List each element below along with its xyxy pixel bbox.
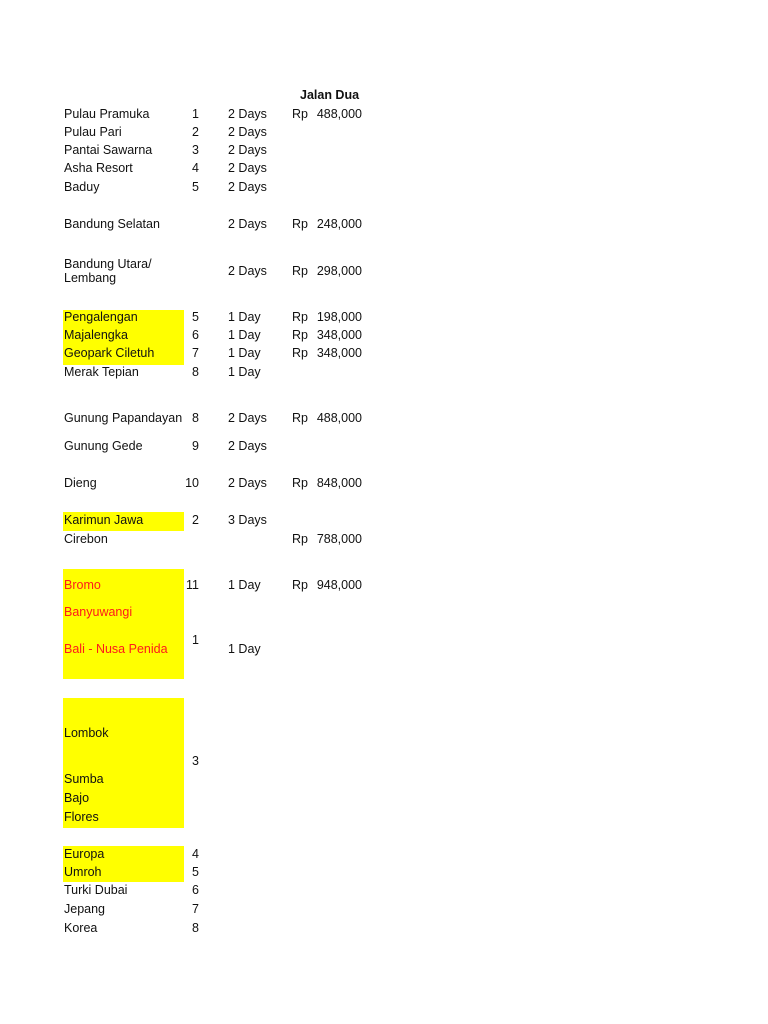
destination-name: Baduy	[64, 180, 100, 194]
row-number: 6	[192, 328, 199, 342]
destination-name: Majalengka	[64, 328, 128, 342]
destination-name: Merak Tepian	[64, 365, 139, 379]
duration: 1 Day	[228, 578, 261, 592]
destination-name: Bajo	[64, 791, 90, 805]
price-value: 488,000	[316, 411, 362, 425]
destination-name: Sumba	[64, 772, 104, 786]
row-number: 5	[192, 180, 199, 194]
destination-name: Bandung Utara/	[64, 257, 152, 271]
row-number: 11	[186, 578, 199, 592]
duration: 1 Day	[228, 310, 261, 324]
row-number: 8	[192, 365, 199, 379]
price-value: 948,000	[316, 578, 362, 592]
price-value: 348,000	[316, 328, 362, 342]
row-number: 1	[192, 107, 199, 121]
destination-name: Gunung Papandayan	[64, 411, 183, 425]
price-value: 348,000	[316, 346, 362, 360]
duration: 2 Days	[228, 217, 267, 231]
duration: 2 Days	[228, 264, 267, 278]
destination-name: Pulau Pramuka	[64, 107, 150, 121]
duration: 2 Days	[228, 107, 267, 121]
destination-name: Lembang	[64, 271, 117, 285]
duration: 2 Days	[228, 180, 267, 194]
destination-name: Pulau Pari	[64, 125, 122, 139]
row-number: 3	[192, 143, 199, 157]
column-header: Jalan Dua	[300, 88, 360, 102]
destination-name: Bromo	[64, 578, 101, 592]
currency-label: Rp	[292, 346, 308, 360]
destination-name: Asha Resort	[64, 161, 133, 175]
price-value: 248,000	[316, 217, 362, 231]
price-value: 198,000	[316, 310, 362, 324]
currency-label: Rp	[292, 328, 308, 342]
row-number: 4	[192, 161, 199, 175]
row-number: 8	[192, 411, 199, 425]
duration: 1 Day	[228, 365, 261, 379]
row-number: 5	[192, 865, 199, 879]
destination-name: Banyuwangi	[64, 605, 133, 619]
row-number: 4	[192, 847, 199, 861]
destination-name: Flores	[64, 810, 99, 824]
price-value: 788,000	[316, 532, 362, 546]
duration: 2 Days	[228, 411, 267, 425]
duration: 2 Days	[228, 161, 267, 175]
row-number: 6	[192, 883, 199, 897]
destination-name: Dieng	[64, 476, 97, 490]
duration: 1 Day	[228, 642, 261, 656]
row-number: 2	[192, 513, 199, 527]
duration: 2 Days	[228, 125, 267, 139]
destination-name: Bandung Selatan	[64, 217, 160, 231]
currency-label: Rp	[292, 476, 308, 490]
row-number: 7	[192, 346, 199, 360]
duration: 2 Days	[228, 476, 267, 490]
currency-label: Rp	[292, 532, 308, 546]
duration: 1 Day	[228, 328, 261, 342]
destination-name: Korea	[64, 921, 98, 935]
price-value: 848,000	[316, 476, 362, 490]
row-number: 10	[185, 476, 199, 490]
currency-label: Rp	[292, 578, 308, 592]
destination-name: Geopark Ciletuh	[64, 346, 155, 360]
destination-name: Pantai Sawarna	[64, 143, 153, 157]
row-number: 8	[192, 921, 199, 935]
row-number: 9	[192, 439, 199, 453]
duration: 1 Day	[228, 346, 261, 360]
row-number: 7	[192, 902, 199, 916]
currency-label: Rp	[292, 264, 308, 278]
duration: 2 Days	[228, 439, 267, 453]
highlight-block	[63, 698, 184, 828]
currency-label: Rp	[292, 310, 308, 324]
destination-name: Bali - Nusa Penida	[64, 642, 168, 656]
destination-name: Karimun Jawa	[64, 513, 144, 527]
destination-name: Gunung Gede	[64, 439, 143, 453]
destination-name: Lombok	[64, 726, 109, 740]
price-value: 298,000	[316, 264, 362, 278]
currency-label: Rp	[292, 411, 308, 425]
row-number: 1	[192, 633, 199, 647]
row-number: 3	[192, 754, 199, 768]
destination-name: Europa	[64, 847, 105, 861]
duration: 3 Days	[228, 513, 267, 527]
duration: 2 Days	[228, 143, 267, 157]
destination-name: Turki Dubai	[64, 883, 128, 897]
row-number: 5	[192, 310, 199, 324]
row-number: 2	[192, 125, 199, 139]
destination-name: Umroh	[64, 865, 102, 879]
destination-name: Cirebon	[64, 532, 108, 546]
destination-name: Pengalengan	[64, 310, 138, 324]
destination-name: Jepang	[64, 902, 106, 916]
currency-label: Rp	[292, 107, 308, 121]
currency-label: Rp	[292, 217, 308, 231]
price-value: 488,000	[316, 107, 362, 121]
